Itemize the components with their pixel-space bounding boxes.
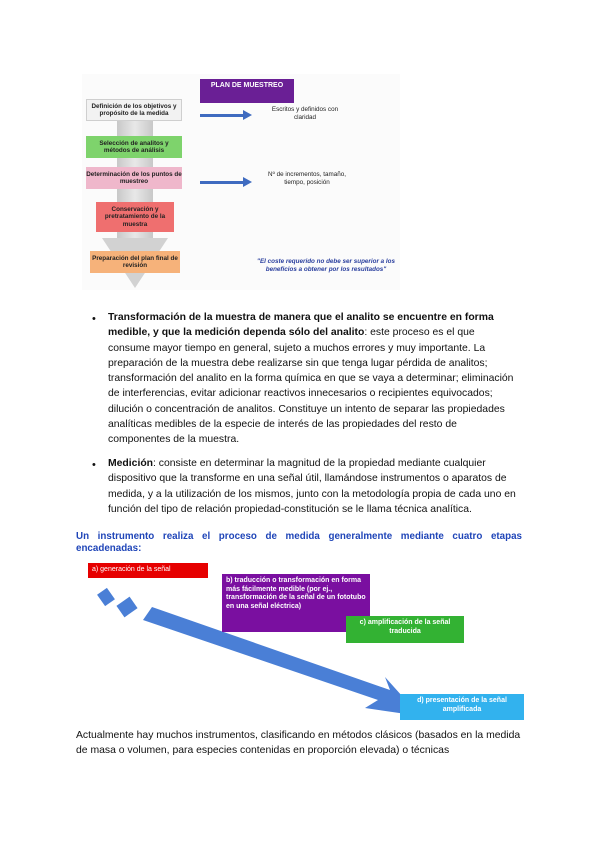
arrow-block-2 bbox=[116, 597, 137, 618]
step-analyte-selection: Selección de analitos y métodos de análisis bbox=[86, 136, 182, 158]
step-final-plan: Preparación del plan final de revisión bbox=[90, 251, 180, 273]
bullet-symbol: • bbox=[92, 459, 96, 471]
bullet-symbol: • bbox=[92, 313, 96, 325]
note-defined: Escritos y definidos con claridad bbox=[271, 106, 339, 121]
stage-presentation: d) presentación de la señal amplificada bbox=[400, 694, 524, 720]
step-objectives: Definición de los objetivos y propósito de la medida bbox=[86, 99, 182, 121]
arrow-block-1 bbox=[97, 588, 115, 606]
closing-paragraph: Actualmente hay muchos instrumentos, clasificando en métodos clásicos (basados en la medida de masa o volumen, para especies contenidas en proporción elevada) o técnicas bbox=[76, 730, 521, 757]
stage-signal-generation: a) generación de la señal bbox=[88, 563, 208, 578]
step-conservation: Conservación y pretratamiento de la muestra bbox=[96, 202, 174, 232]
paragraph-text: : consiste en determinar la magnitud de la propiedad mediante cualquier dispositivo que la transforme en una señal útil, llamándose instrumentos o aparatos de medida, y a la utilización de los mismos, junto con la metodología propia de cada uno en función del tipo de relación propiedad-constitución se le llama técnica analítica. bbox=[108, 458, 516, 515]
step-sampling-points: Determinación de los puntos de muestreo bbox=[86, 167, 182, 189]
paragraph-heading: Medición bbox=[108, 458, 154, 469]
paragraph-text: : este proceso es el que consume mayor tiempo en general, sujeto a muchos errores y muy importante. La preparación de la muestra debe realizarse sin que tenga lugar pérdida de analitos; transformación del analito en la forma química en que se vaya a determinar; eliminación de interferencias, evitar adicionar reactivos innecesarios o recipientes equivocados; dilución o concentración de analitos. Constituye un intento de separar las propiedades analíticas medibles de la especie de interés de las propiedades del resto de componentes de la muestra. bbox=[108, 327, 514, 446]
cost-quote: "El coste requerido no debe ser superior a los beneficios a obtener por los resultados" bbox=[256, 258, 396, 273]
note-increments: Nº de incrementos, tamaño, tiempo, posición bbox=[268, 171, 346, 186]
paragraph-heading: Transformación de la muestra de manera que el analito se encuentre en forma medible, y que la medición dependa sólo del analito bbox=[108, 312, 494, 339]
plan-title: PLAN DE MUESTREO bbox=[200, 79, 294, 103]
instrument-stages-heading: Un instrumento realiza el proceso de medida generalmente mediante cuatro etapas encadenadas: bbox=[76, 531, 522, 554]
stage-amplification: c) amplificación de la señal traducida bbox=[346, 616, 464, 643]
stage-transduction: b) traducción o transformación en forma más fácilmente medible (por ej., transformación de la señal de un fototubo en una señal eléctrica) bbox=[222, 574, 370, 632]
